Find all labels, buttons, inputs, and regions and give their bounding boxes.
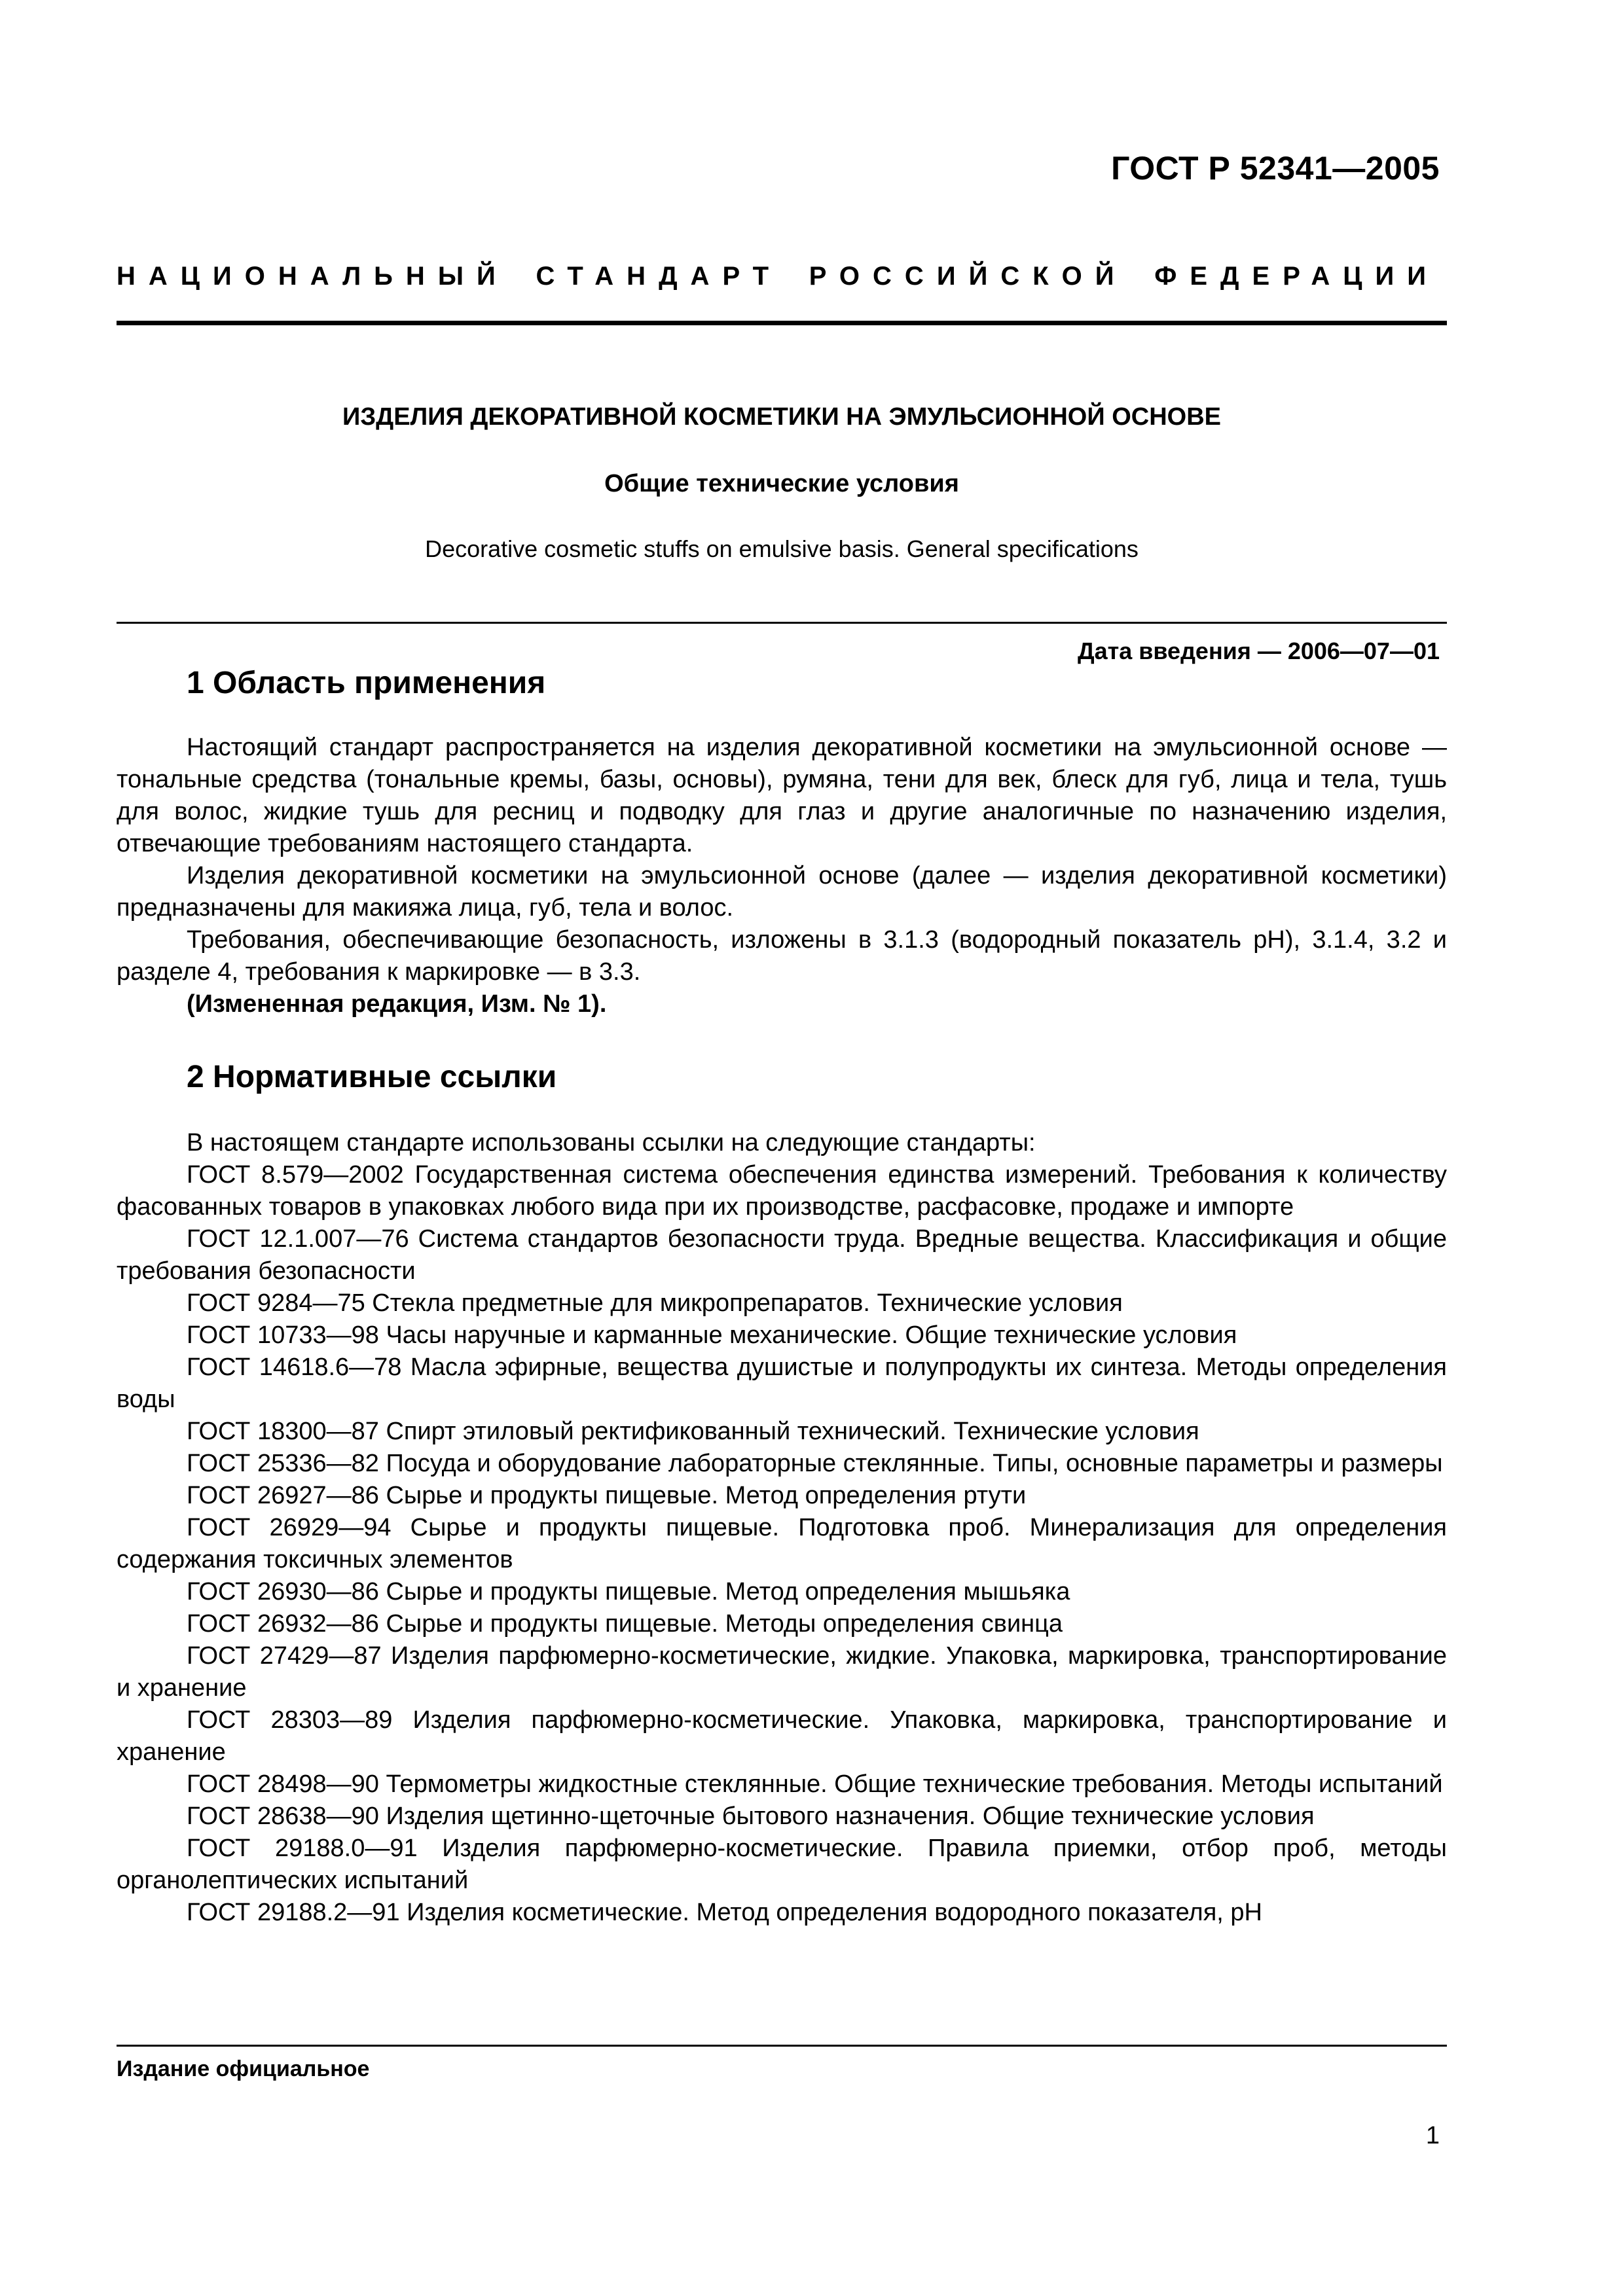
- footer-divider: [117, 2045, 1447, 2047]
- reference-item: ГОСТ 27429—87 Изделия парфюмерно-косметические, жидкие. Упаковка, маркировка, транспортирование и хранение: [117, 1642, 1447, 1702]
- reference-item: ГОСТ 26929—94 Сырье и продукты пищевые. Подготовка проб. Минерализация для определения содержания токсичных элементов: [117, 1514, 1447, 1573]
- reference-item: ГОСТ 25336—82 Посуда и оборудование лабораторные стеклянные. Типы, основные параметры и размеры: [187, 1450, 1443, 1477]
- national-standard-banner: [117, 262, 1439, 291]
- document-number: ГОСТ Р 52341—2005: [1111, 150, 1440, 187]
- page-number: 1: [1425, 2122, 1440, 2149]
- reference-item: ГОСТ 26927—86 Сырье и продукты пищевые. Метод определения ртути: [187, 1482, 1027, 1509]
- references-intro: В настоящем стандарте использованы ссылки на следующие стандарты:: [187, 1129, 1036, 1157]
- paragraph: Настоящий стандарт распространяется на изделия декоративной косметики на эмульсионной основе — тональные средства (тональные кремы, базы, основы), румяна, тени для век, блеск для губ, лица и тела, тушь для волос, жидкие тушь для ресниц и подводку для глаз и другие аналогичные по назначению изделия, отвечающие требованиям настоящего стандарта.: [117, 734, 1447, 857]
- amendment-note: (Измененная редакция, Изм. № 1).: [187, 990, 607, 1018]
- reference-item: ГОСТ 8.579—2002 Государственная система обеспечения единства измерений. Требования к количеству фасованных товаров в упаковках любого вида при их производстве, расфасовке, продаже и импорте: [117, 1161, 1447, 1221]
- banner-word: ФЕДЕРАЦИИ: [1154, 262, 1439, 291]
- reference-item: ГОСТ 29188.2—91 Изделия косметические. Метод определения водородного показателя, pH: [187, 1899, 1262, 1926]
- document-title: ИЗДЕЛИЯ ДЕКОРАТИВНОЙ КОСМЕТИКИ НА ЭМУЛЬСИОННОЙ ОСНОВЕ: [342, 403, 1221, 431]
- paragraph: Изделия декоративной косметики на эмульсионной основе (далее — изделия декоративной косметики) предназначены для макияжа лица, губ, тела и волос.: [117, 862, 1447, 922]
- reference-item: ГОСТ 26932—86 Сырье и продукты пищевые. Методы определения свинца: [187, 1610, 1063, 1638]
- banner-word: НАЦИОНАЛЬНЫЙ: [117, 262, 509, 291]
- introduction-date: Дата введения — 2006—07—01: [1077, 637, 1440, 664]
- reference-item: ГОСТ 28303—89 Изделия парфюмерно-косметические. Упаковка, маркировка, транспортирование и хранение: [117, 1706, 1447, 1766]
- banner-word: РОССИЙСКОЙ: [809, 262, 1127, 291]
- reference-item: ГОСТ 14618.6—78 Масла эфирные, вещества душистые и полупродукты их синтеза. Методы определения воды: [117, 1354, 1447, 1413]
- reference-item: ГОСТ 18300—87 Спирт этиловый ректификованный технический. Технические условия: [187, 1418, 1199, 1445]
- normative-references: [117, 1127, 1447, 1929]
- header-divider: [117, 321, 1447, 325]
- reference-item: ГОСТ 29188.0—91 Изделия парфюмерно-косметические. Правила приемки, отбор проб, методы органолептических испытаний: [117, 1835, 1447, 1894]
- document-subtitle: Общие технические условия: [604, 470, 959, 497]
- title-divider: [117, 622, 1447, 624]
- paragraph: Требования, обеспечивающие безопасность, изложены в 3.1.3 (водородный показатель pH), 3.1.4, 3.2 и разделе 4, требования к маркировке — в 3.3.: [117, 926, 1447, 986]
- reference-item: ГОСТ 28498—90 Термометры жидкостные стеклянные. Общие технические требования. Методы испытаний: [187, 1770, 1443, 1798]
- reference-item: ГОСТ 10733—98 Часы наручные и карманные механические. Общие технические условия: [187, 1321, 1237, 1349]
- official-edition-label: Издание официальное: [117, 2056, 370, 2081]
- banner-word: СТАНДАРТ: [536, 262, 782, 291]
- section-1-body: [117, 732, 1447, 1020]
- reference-item: ГОСТ 12.1.007—76 Система стандартов безопасности труда. Вредные вещества. Классификация и общие требования безопасности: [117, 1225, 1447, 1285]
- reference-item: ГОСТ 9284—75 Стекла предметные для микропрепаратов. Технические условия: [187, 1289, 1123, 1317]
- english-title: Decorative cosmetic stuffs on emulsive basis. General specifications: [425, 535, 1139, 562]
- reference-item: ГОСТ 26930—86 Сырье и продукты пищевые. Метод определения мышьяка: [187, 1578, 1070, 1605]
- reference-item: ГОСТ 28638—90 Изделия щетинно-щеточные бытового назначения. Общие технические условия: [187, 1803, 1315, 1830]
- section-1-heading: 1 Область применения: [187, 666, 546, 700]
- section-2-heading: 2 Нормативные ссылки: [187, 1060, 557, 1094]
